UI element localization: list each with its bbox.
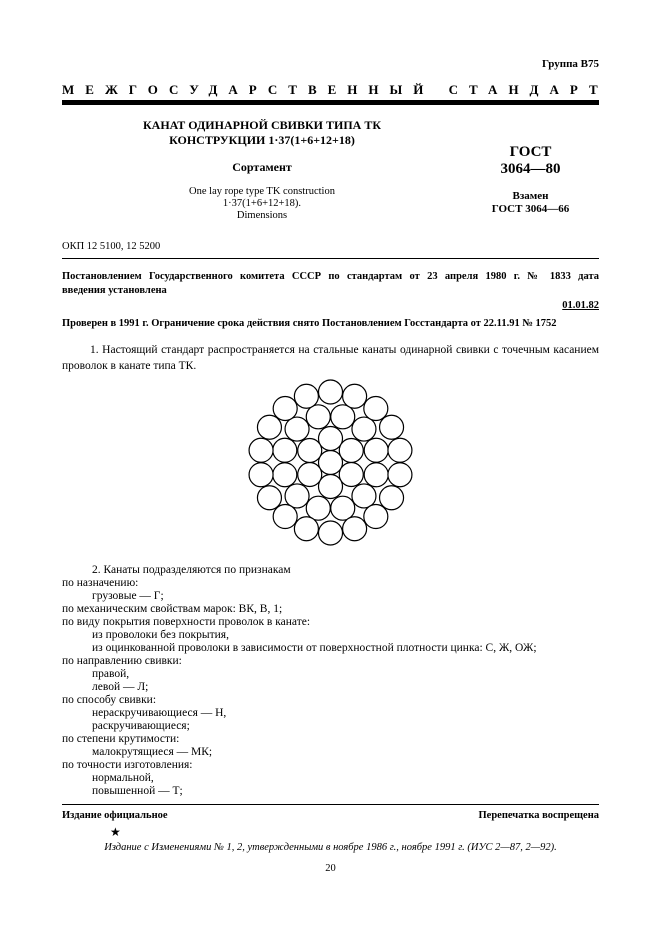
wire-circle [339,439,363,463]
title-line-2: КОНСТРУКЦИИ 1·37(1+6+12+18) [169,133,355,147]
footer-row [62,809,599,822]
wire-circle [306,405,330,429]
classification-line: 2. Канаты подразделяются по признакам [92,564,291,576]
wire-circle [249,438,273,462]
wire-circle [294,517,318,541]
replaces-block [462,190,599,216]
wire-circle [343,384,367,408]
gost-code: ГОСТ [509,144,552,160]
replaces-value: ГОСТ 3064—66 [491,203,570,215]
verification-note: Проверен в 1991 г. Ограничение срока действия снято Постановлением Госстандарта от 22.11.91 № 1752 [62,318,557,329]
wire-circle [364,505,388,529]
page-number: 20 [325,863,336,874]
wire-circle [319,427,343,451]
wire-circle [331,496,355,520]
effective-date [62,299,599,312]
title-left-column [62,118,462,222]
wire-circle [380,486,404,510]
classification-section [62,564,599,798]
wire-circle [364,396,388,420]
title-english [62,186,462,222]
wire-circle [364,438,388,462]
wire-circle [319,521,343,545]
decree-line-2: введения установлена [62,284,167,296]
wire-circle [388,438,412,462]
wire-circle [294,384,318,408]
amendments-note: Издание с Изменениями № 1, 2, утвержденными в ноябре 1986 г., ноябре 1991 г. (ИУС 2—87, 2—92). [104,842,557,853]
classification-line: по назначению: [62,577,139,589]
wire-circle [380,415,404,439]
wire-circle [364,463,388,487]
header-rule [62,100,599,105]
top-rule [62,258,599,259]
gost-number: 3064—80 [500,161,561,177]
wire-circle [388,463,412,487]
official-edition-label: Издание официальное [62,810,168,821]
group-label: Группа В75 [541,58,599,70]
classification-line: из оцинкованной проволоки в зависимости от поверхностной плотности цинка: С, Ж, ОЖ; [92,642,537,654]
wire-circle [273,438,297,462]
classification-line: по степени крутимости: [62,733,180,745]
reprint-prohibited-label: Перепечатка воспрещена [478,810,599,821]
wire-circle [298,439,322,463]
wire-circle [257,415,281,439]
classification-line: повышенной — Т; [92,785,183,797]
wire-circle [273,505,297,529]
classification-line: по виду покрытия поверхности проволок в канате: [62,616,311,628]
wire-circle [339,463,363,487]
okp-codes: ОКП 12 5100, 12 5200 [62,241,161,252]
rope-cross-section-svg [246,378,415,547]
classification-line: нормальной, [92,772,154,784]
title-en-line-3: Dimensions [236,210,288,221]
wire-circle [306,496,330,520]
effective-date-value: 01.01.82 [562,300,599,311]
rope-cross-section-diagram [62,378,599,552]
wire-circle [343,517,367,541]
wire-circle [319,475,343,499]
classification-line: по механическим свойствам марок: ВК, В, 1; [62,603,283,615]
wire-circle [298,463,322,487]
standard-type-heading: МЕЖГОСУДАРСТВЕННЫЙ СТАНДАРТ [62,82,609,97]
classification-line: по направлению свивки: [62,655,182,667]
wire-circle [257,486,281,510]
classification-line: грузовые — Г; [92,590,164,602]
replaces-label: Взамен [512,190,549,202]
title-block [62,118,599,222]
classification-line: раскручивающиеся; [92,720,190,732]
paragraph-1: 1. Настоящий стандарт распространяется на стальные канаты одинарной свивки с точечным касанием проволок в канате типа ТК. [62,344,599,372]
wire-circle [331,405,355,429]
wire-circle [319,451,343,475]
wire-circle [273,396,297,420]
footer-rule [62,804,599,805]
classification-line: нераскручивающиеся — Н, [92,707,227,719]
classification-line: по способу свивки: [62,694,157,706]
wire-circle [273,463,297,487]
wire-circle [352,484,376,508]
wire-circle [319,380,343,404]
classification-line: по точности изготовления: [62,759,193,771]
star-mark: ★ [110,825,121,839]
wire-circle [285,417,309,441]
classification-line: из проволоки без покрытия, [92,629,229,641]
decree-line-1: Постановлением Государственного комитета СССР по стандартам от 23 апреля 1980 г. № 1833 дата [62,271,599,282]
title-line-1: КАНАТ ОДИНАРНОЙ СВИВКИ ТИПА ТК [142,118,382,132]
doc-code-column [462,118,599,222]
wire-circle [249,463,273,487]
title-en-line-2: 1·37(1+6+12+18). [222,198,302,209]
wire-circle [285,484,309,508]
classification-line: правой, [92,668,130,680]
wire-circle [352,417,376,441]
classification-line: левой — Л; [92,681,149,693]
classification-line: малокрутящиеся — МК; [92,746,213,758]
title-en-line-1: One lay rope type TK construction [189,186,335,197]
subtitle: Сортамент [232,160,292,174]
